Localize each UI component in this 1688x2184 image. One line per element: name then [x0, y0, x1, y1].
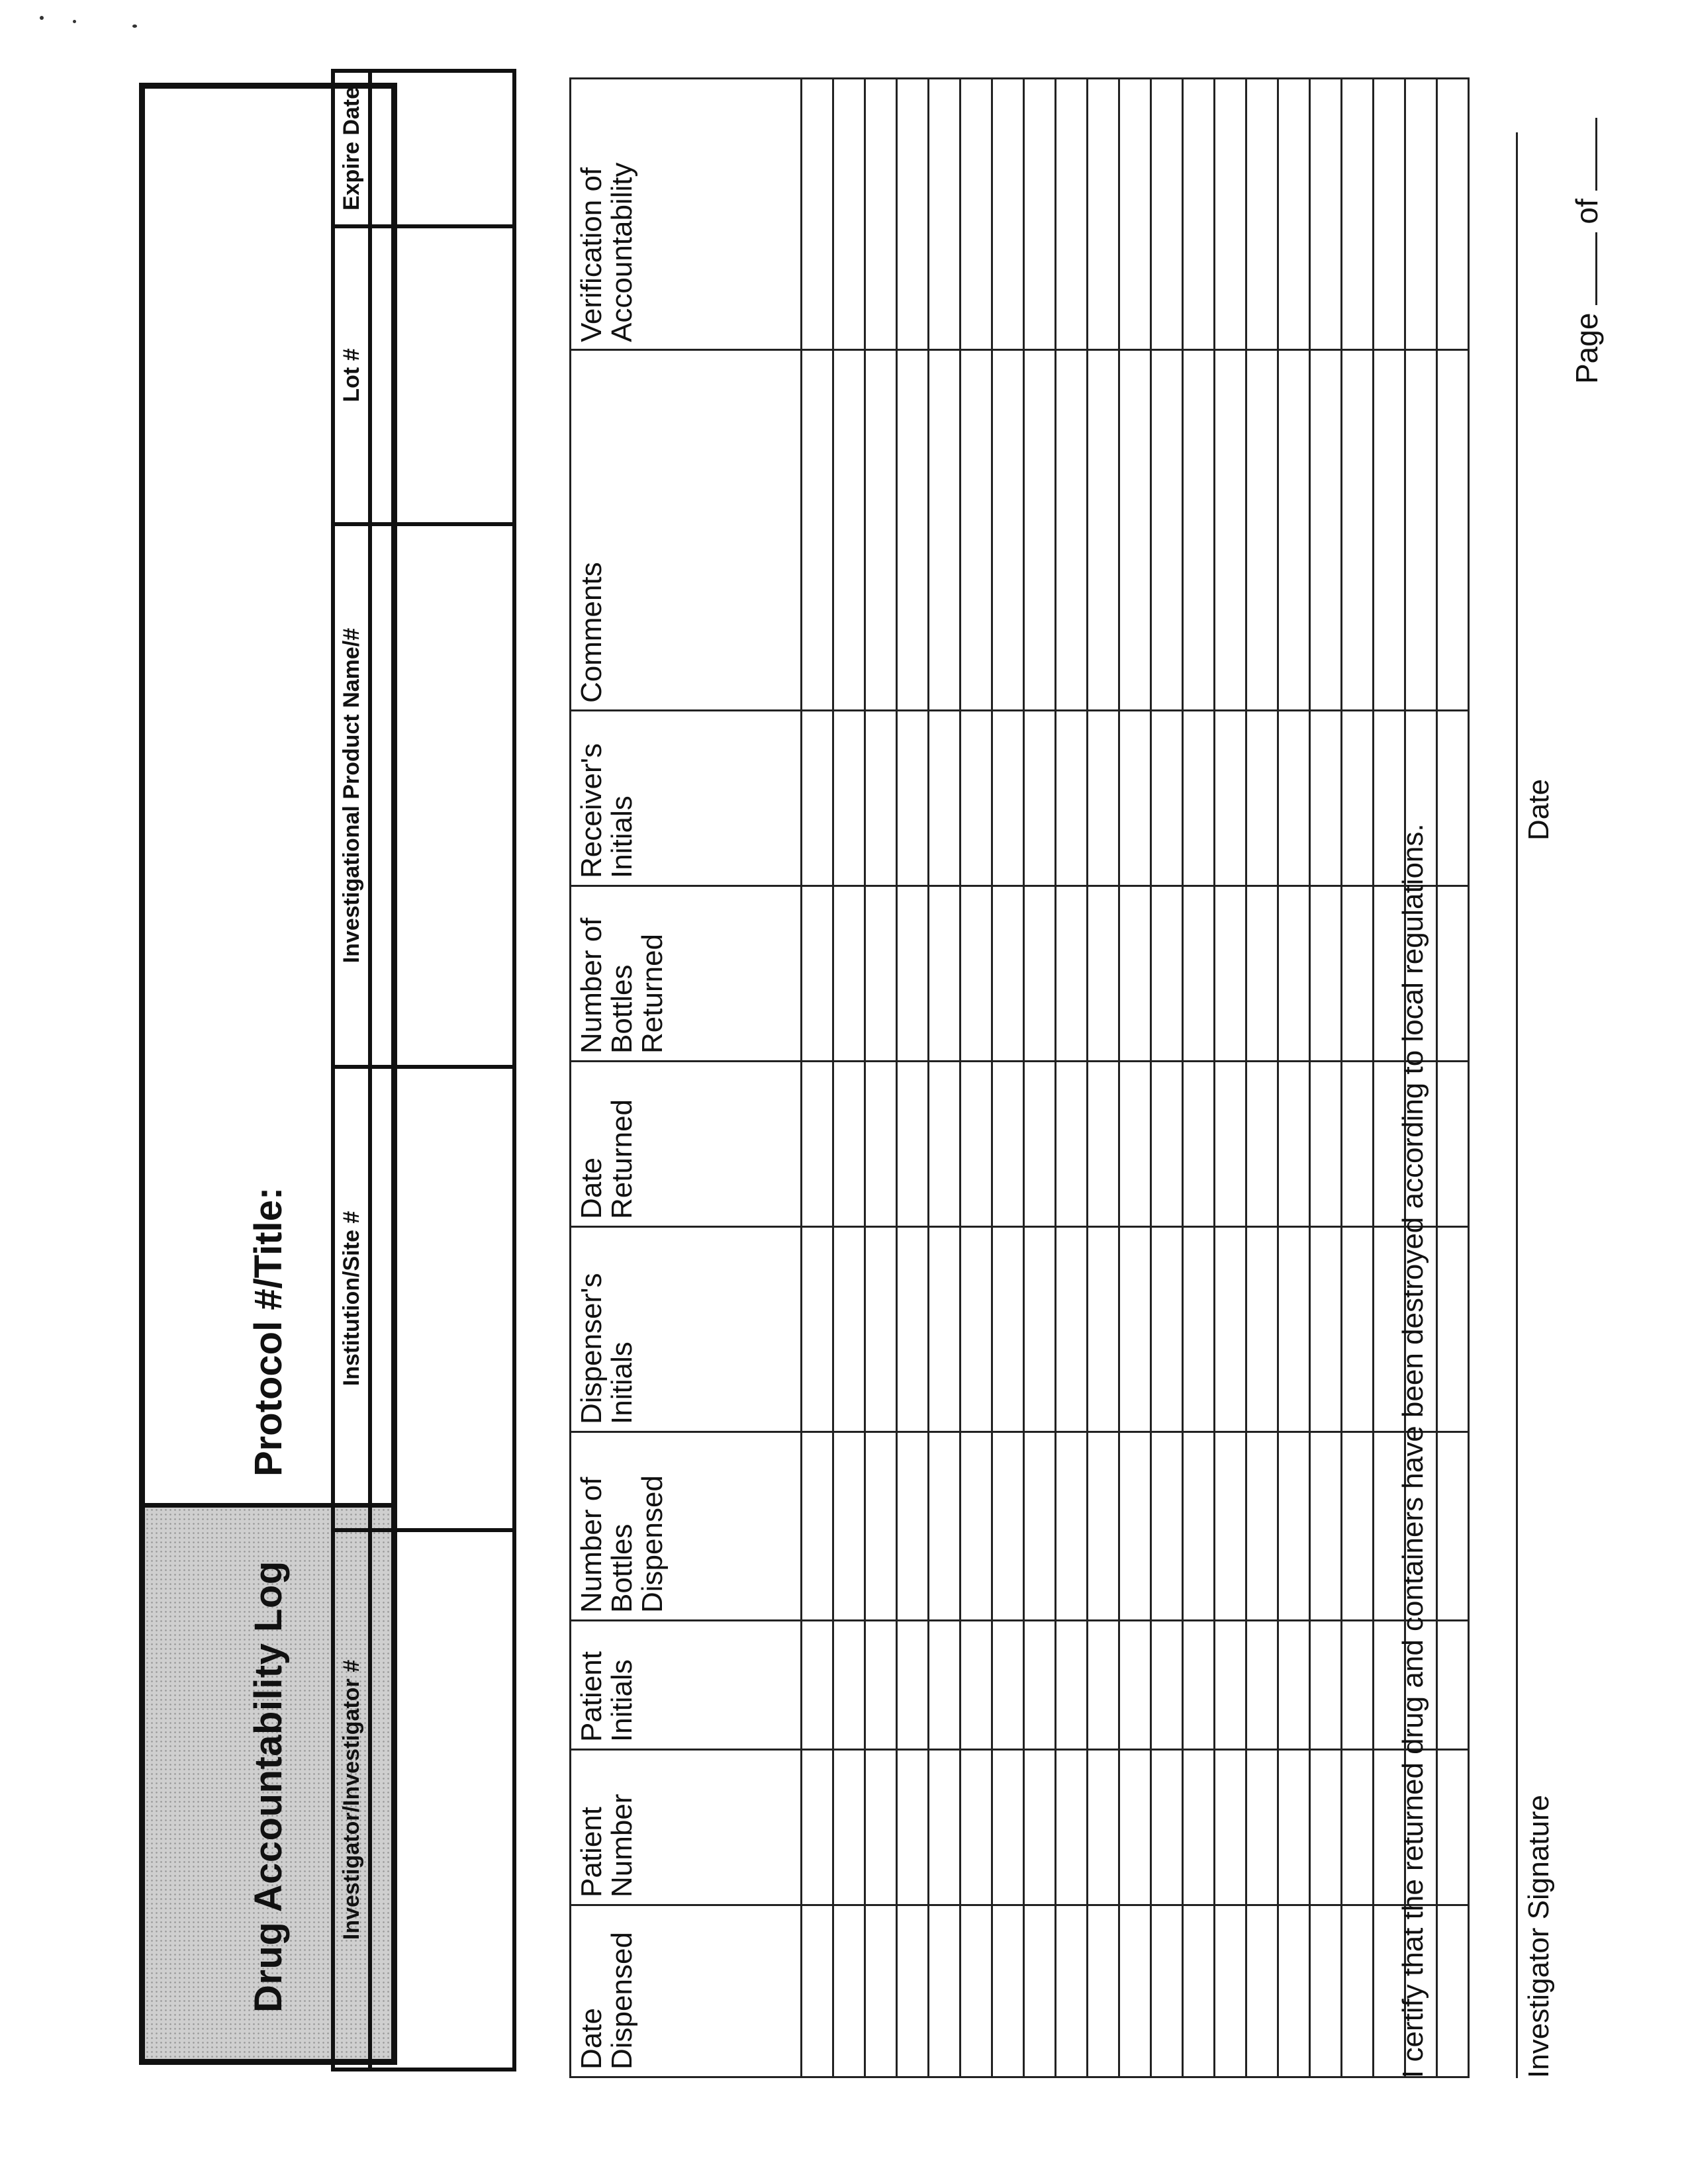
log-cell[interactable]: [1215, 1621, 1246, 1750]
log-header-row: [571, 79, 802, 2077]
log-cell[interactable]: [1024, 1905, 1056, 2077]
log-cell[interactable]: [1342, 1227, 1374, 1432]
log-cell[interactable]: [802, 1621, 833, 1750]
log-cell[interactable]: [1437, 711, 1469, 886]
protocol-label: Protocol #/Title:: [246, 1187, 290, 1477]
log-cell[interactable]: [1183, 350, 1215, 711]
log-cell[interactable]: [1024, 1621, 1056, 1750]
col-bottles-dispensed: Number of Bottles Dispensed: [571, 1432, 802, 1621]
log-cell[interactable]: [1024, 79, 1056, 350]
log-cell[interactable]: [1056, 1062, 1088, 1227]
log-cell[interactable]: [1342, 79, 1374, 350]
log-cell[interactable]: [1024, 350, 1056, 711]
log-cell[interactable]: [1310, 1905, 1342, 2077]
log-cell[interactable]: [992, 711, 1024, 886]
log-cell[interactable]: [802, 1905, 833, 2077]
table-row: [1310, 79, 1342, 2077]
table-row: [1437, 79, 1469, 2077]
table-row: [802, 79, 833, 2077]
log-section: [569, 79, 1390, 2078]
log-cell[interactable]: [833, 711, 865, 886]
log-cell[interactable]: [1310, 350, 1342, 711]
info-header-lot: Lot #: [333, 226, 370, 524]
log-cell[interactable]: [802, 1227, 833, 1432]
info-box: [331, 73, 516, 2071]
log-cell[interactable]: [1374, 350, 1405, 711]
log-cell[interactable]: [833, 886, 865, 1062]
log-cell[interactable]: [1056, 1227, 1088, 1432]
log-cell[interactable]: [1246, 79, 1278, 350]
log-cell[interactable]: [1342, 711, 1374, 886]
log-cell[interactable]: [1088, 1227, 1119, 1432]
log-cell[interactable]: [1151, 1062, 1183, 1227]
log-cell[interactable]: [961, 1227, 992, 1432]
log-cell[interactable]: [961, 1905, 992, 2077]
log-cell[interactable]: [1056, 1750, 1088, 1905]
log-cell[interactable]: [992, 1750, 1024, 1905]
log-cell[interactable]: [1183, 1621, 1215, 1750]
col-date-returned: Date Returned: [571, 1062, 802, 1227]
log-cell[interactable]: [929, 1750, 961, 1905]
log-cell[interactable]: [1310, 1227, 1342, 1432]
log-cell[interactable]: [1278, 1062, 1310, 1227]
log-cell[interactable]: [929, 711, 961, 886]
log-cell[interactable]: [1119, 1432, 1151, 1621]
log-cell[interactable]: [1405, 350, 1437, 711]
log-cell[interactable]: [1183, 1905, 1215, 2077]
log-cell[interactable]: [1437, 350, 1469, 711]
log-cell[interactable]: [865, 1621, 897, 1750]
table-row: [1024, 79, 1056, 2077]
product-field[interactable]: [370, 524, 514, 1067]
col-receiver-initials: Receiver's Initials: [571, 711, 802, 886]
log-cell[interactable]: [1437, 1621, 1469, 1750]
log-cell[interactable]: [802, 1062, 833, 1227]
log-cell[interactable]: [1151, 79, 1183, 350]
log-cell[interactable]: [1405, 79, 1437, 350]
log-cell[interactable]: [1119, 1621, 1151, 1750]
log-cell[interactable]: [1342, 1432, 1374, 1621]
log-cell[interactable]: [1119, 79, 1151, 350]
log-cell[interactable]: [1024, 1227, 1056, 1432]
log-cell[interactable]: [1342, 1905, 1374, 2077]
info-header-investigator: Investigator/Investigator #: [333, 1530, 370, 2070]
log-cell[interactable]: [833, 1062, 865, 1227]
log-cell[interactable]: [1215, 79, 1246, 350]
log-cell[interactable]: [1437, 1432, 1469, 1621]
signature-line[interactable]: [1516, 841, 1518, 2078]
log-cell[interactable]: [1183, 1062, 1215, 1227]
log-cell[interactable]: [1310, 1750, 1342, 1905]
log-cell[interactable]: [1024, 1062, 1056, 1227]
log-cell[interactable]: [1183, 79, 1215, 350]
table-row: [1183, 79, 1215, 2077]
page-number: [1569, 118, 1605, 384]
log-cell[interactable]: [1119, 886, 1151, 1062]
expire-field[interactable]: [370, 71, 514, 226]
col-comments: Comments: [571, 350, 802, 711]
log-cell[interactable]: [1088, 1905, 1119, 2077]
log-cell[interactable]: [1246, 1750, 1278, 1905]
info-header-expire: Expire Date: [333, 71, 370, 226]
log-cell[interactable]: [1342, 1621, 1374, 1750]
log-cell[interactable]: [1278, 711, 1310, 886]
log-cell[interactable]: [1151, 886, 1183, 1062]
log-cell[interactable]: [1310, 1621, 1342, 1750]
log-cell[interactable]: [929, 1062, 961, 1227]
log-cell[interactable]: [1024, 711, 1056, 886]
log-cell[interactable]: [897, 79, 929, 350]
table-row: [1056, 79, 1088, 2077]
log-cell[interactable]: [1246, 1062, 1278, 1227]
log-cell[interactable]: [1119, 1227, 1151, 1432]
log-cell[interactable]: [1151, 1750, 1183, 1905]
log-cell[interactable]: [1278, 1227, 1310, 1432]
log-cell[interactable]: [802, 350, 833, 711]
log-cell[interactable]: [833, 1227, 865, 1432]
signature-label: Investigator Signature: [1523, 1794, 1555, 2078]
log-cell[interactable]: [992, 350, 1024, 711]
log-cell[interactable]: [1246, 350, 1278, 711]
table-row: [1088, 79, 1119, 2077]
log-cell[interactable]: [897, 711, 929, 886]
log-cell[interactable]: [992, 1905, 1024, 2077]
log-cell[interactable]: [1437, 1750, 1469, 1905]
log-table: [569, 77, 1470, 2078]
log-cell[interactable]: [1183, 886, 1215, 1062]
log-cell[interactable]: [961, 1750, 992, 1905]
log-cell[interactable]: [897, 1905, 929, 2077]
log-cell[interactable]: [1215, 1227, 1246, 1432]
log-cell[interactable]: [1278, 1432, 1310, 1621]
log-cell[interactable]: [1119, 1062, 1151, 1227]
page-total-field[interactable]: [1570, 118, 1597, 191]
log-cell[interactable]: [961, 79, 992, 350]
log-cell[interactable]: [1215, 1750, 1246, 1905]
log-body: [802, 79, 1469, 2077]
log-cell[interactable]: [1056, 1432, 1088, 1621]
log-cell[interactable]: [1278, 79, 1310, 350]
log-cell[interactable]: [929, 350, 961, 711]
log-cell[interactable]: [802, 1750, 833, 1905]
log-cell[interactable]: [992, 79, 1024, 350]
log-cell[interactable]: [1437, 1062, 1469, 1227]
log-cell[interactable]: [929, 886, 961, 1062]
log-cell[interactable]: [1246, 886, 1278, 1062]
log-cell[interactable]: [1342, 350, 1374, 711]
table-row: [929, 79, 961, 2077]
log-cell[interactable]: [897, 1750, 929, 1905]
log-cell[interactable]: [1310, 711, 1342, 886]
log-cell[interactable]: [1437, 79, 1469, 350]
log-cell[interactable]: [1151, 1621, 1183, 1750]
log-cell[interactable]: [1437, 886, 1469, 1062]
log-cell[interactable]: [1088, 1432, 1119, 1621]
log-cell[interactable]: [1151, 1227, 1183, 1432]
table-row: [897, 79, 929, 2077]
page-number-field[interactable]: [1570, 232, 1597, 305]
col-patient-initials: Patient Initials: [571, 1621, 802, 1750]
log-cell[interactable]: [865, 1750, 897, 1905]
log-cell[interactable]: [961, 1621, 992, 1750]
col-bottles-returned: Number of Bottles Returned: [571, 886, 802, 1062]
log-cell[interactable]: [1310, 79, 1342, 350]
log-cell[interactable]: [1024, 1432, 1056, 1621]
log-cell[interactable]: [1088, 1750, 1119, 1905]
date-line[interactable]: [1516, 132, 1518, 841]
log-cell[interactable]: [802, 711, 833, 886]
log-cell[interactable]: [897, 1432, 929, 1621]
log-cell[interactable]: [1246, 1227, 1278, 1432]
log-cell[interactable]: [929, 79, 961, 350]
table-row: [1151, 79, 1183, 2077]
log-cell[interactable]: [1342, 886, 1374, 1062]
log-cell[interactable]: [865, 1905, 897, 2077]
log-cell[interactable]: [1215, 1905, 1246, 2077]
log-cell[interactable]: [897, 350, 929, 711]
log-cell[interactable]: [929, 1905, 961, 2077]
log-cell[interactable]: [1215, 1062, 1246, 1227]
log-cell[interactable]: [1215, 886, 1246, 1062]
log-cell[interactable]: [961, 886, 992, 1062]
log-cell[interactable]: [897, 1062, 929, 1227]
info-table: [331, 69, 516, 2071]
log-cell[interactable]: [1151, 1432, 1183, 1621]
table-row: [1278, 79, 1310, 2077]
log-cell[interactable]: [1119, 711, 1151, 886]
log-cell[interactable]: [833, 350, 865, 711]
log-cell[interactable]: [1278, 1621, 1310, 1750]
of-label: of: [1570, 199, 1604, 224]
log-cell[interactable]: [802, 886, 833, 1062]
col-date-dispensed: Date Dispensed: [571, 1905, 802, 2077]
log-cell[interactable]: [1246, 1432, 1278, 1621]
log-cell[interactable]: [1246, 1621, 1278, 1750]
table-row: [1119, 79, 1151, 2077]
log-cell[interactable]: [929, 1621, 961, 1750]
log-cell[interactable]: [992, 1621, 1024, 1750]
institution-field[interactable]: [370, 1067, 514, 1530]
log-cell[interactable]: [961, 1432, 992, 1621]
log-cell[interactable]: [1215, 350, 1246, 711]
lot-field[interactable]: [370, 226, 514, 524]
log-cell[interactable]: [1183, 1432, 1215, 1621]
log-cell[interactable]: [1278, 350, 1310, 711]
page-label: Page: [1570, 312, 1604, 384]
log-cell[interactable]: [1151, 711, 1183, 886]
log-cell[interactable]: [992, 1432, 1024, 1621]
log-cell[interactable]: [865, 1062, 897, 1227]
log-cell[interactable]: [865, 1432, 897, 1621]
log-cell[interactable]: [865, 711, 897, 886]
log-cell[interactable]: [1056, 711, 1088, 886]
log-cell[interactable]: [897, 1621, 929, 1750]
log-cell[interactable]: [1310, 886, 1342, 1062]
log-cell[interactable]: [1342, 1062, 1374, 1227]
log-cell[interactable]: [802, 79, 833, 350]
log-cell[interactable]: [833, 1905, 865, 2077]
log-cell[interactable]: [992, 1062, 1024, 1227]
table-row: [1246, 79, 1278, 2077]
log-cell[interactable]: [865, 350, 897, 711]
log-cell[interactable]: [1088, 79, 1119, 350]
log-cell[interactable]: [1183, 1750, 1215, 1905]
log-cell[interactable]: [1246, 1905, 1278, 2077]
log-cell[interactable]: [897, 886, 929, 1062]
log-cell[interactable]: [1183, 1227, 1215, 1432]
log-cell[interactable]: [833, 1432, 865, 1621]
log-cell[interactable]: [1215, 1432, 1246, 1621]
investigator-field[interactable]: [370, 1530, 514, 2070]
log-cell[interactable]: [1278, 1750, 1310, 1905]
log-cell[interactable]: [929, 1227, 961, 1432]
table-row: [865, 79, 897, 2077]
log-cell[interactable]: [1278, 1905, 1310, 2077]
table-row: [992, 79, 1024, 2077]
table-row: [833, 79, 865, 2077]
log-cell[interactable]: [1056, 1621, 1088, 1750]
log-cell[interactable]: [1374, 79, 1405, 350]
log-cell[interactable]: [802, 1432, 833, 1621]
log-cell[interactable]: [833, 1750, 865, 1905]
log-cell[interactable]: [1246, 711, 1278, 886]
log-cell[interactable]: [1310, 1062, 1342, 1227]
log-cell[interactable]: [865, 1227, 897, 1432]
log-cell[interactable]: [992, 1227, 1024, 1432]
log-cell[interactable]: [929, 1432, 961, 1621]
log-cell[interactable]: [833, 79, 865, 350]
info-header-institution: Institution/Site #: [333, 1067, 370, 1530]
log-cell[interactable]: [1056, 350, 1088, 711]
log-cell[interactable]: [1151, 350, 1183, 711]
col-dispenser-initials: Dispenser's Initials: [571, 1227, 802, 1432]
log-cell[interactable]: [1437, 1905, 1469, 2077]
log-cell[interactable]: [1088, 1621, 1119, 1750]
log-cell[interactable]: [1119, 1750, 1151, 1905]
log-cell[interactable]: [1119, 350, 1151, 711]
date-label: Date: [1523, 779, 1555, 841]
log-cell[interactable]: [961, 711, 992, 886]
log-cell[interactable]: [1342, 1750, 1374, 1905]
log-cell[interactable]: [1088, 350, 1119, 711]
log-cell[interactable]: [1088, 886, 1119, 1062]
log-cell[interactable]: [1056, 1905, 1088, 2077]
log-cell[interactable]: [1437, 1227, 1469, 1432]
log-cell[interactable]: [1088, 711, 1119, 886]
log-cell[interactable]: [992, 886, 1024, 1062]
log-cell[interactable]: [1088, 1062, 1119, 1227]
log-cell[interactable]: [1278, 886, 1310, 1062]
log-cell[interactable]: [897, 1227, 929, 1432]
log-cell[interactable]: [961, 1062, 992, 1227]
log-cell[interactable]: [961, 350, 992, 711]
col-verification: Verification of Accountability: [571, 79, 802, 350]
table-row: [1342, 79, 1374, 2077]
log-cell[interactable]: [1119, 1905, 1151, 2077]
log-cell[interactable]: [1183, 711, 1215, 886]
certification-statement: I certify that the returned drug and containers have been destroyed according to local regulations.: [1397, 823, 1429, 2078]
table-row: [1215, 79, 1246, 2077]
col-patient-number: Patient Number: [571, 1750, 802, 1905]
table-row: [961, 79, 992, 2077]
log-cell[interactable]: [865, 79, 897, 350]
log-cell[interactable]: [833, 1621, 865, 1750]
log-cell[interactable]: [1151, 1905, 1183, 2077]
log-cell[interactable]: [1056, 886, 1088, 1062]
log-cell[interactable]: [1056, 79, 1088, 350]
form-title: Drug Accountability Log: [145, 1503, 391, 2059]
log-cell[interactable]: [1024, 1750, 1056, 1905]
log-cell[interactable]: [1310, 1432, 1342, 1621]
log-cell[interactable]: [1024, 886, 1056, 1062]
info-header-product: Investigational Product Name/#: [333, 524, 370, 1067]
log-cell[interactable]: [1215, 711, 1246, 886]
log-cell[interactable]: [865, 886, 897, 1062]
